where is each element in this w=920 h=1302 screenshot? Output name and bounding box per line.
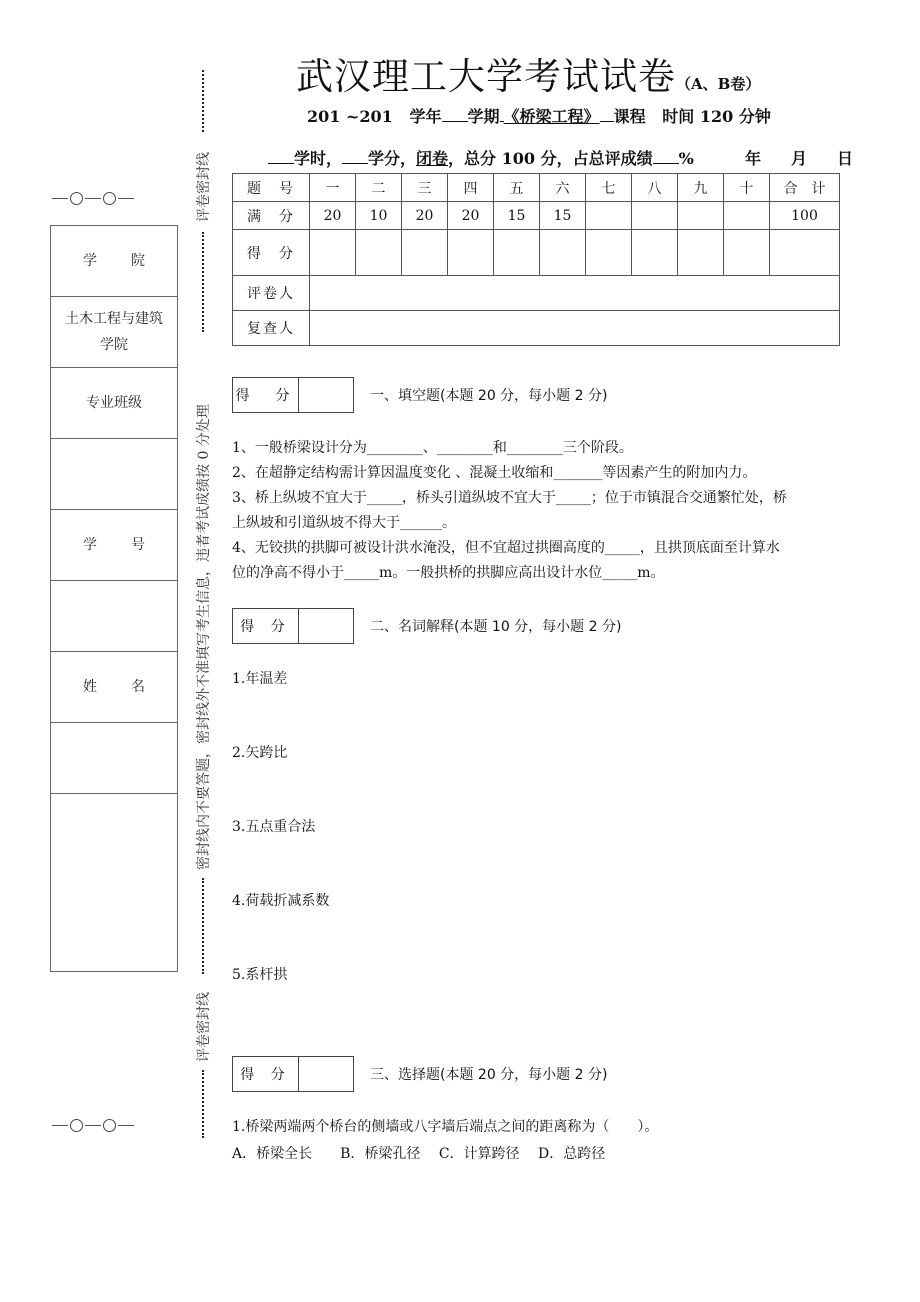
col-header: 十 xyxy=(724,174,770,202)
full-mark-cell xyxy=(678,202,724,230)
section1-score-box xyxy=(232,377,354,413)
score-cell[interactable] xyxy=(402,230,448,276)
fill-question-cont: 上纵坡和引道纵坡不得大于______。 xyxy=(232,515,456,531)
row-header: 题 号 xyxy=(233,174,310,202)
name-label-cell: 姓 名 xyxy=(51,652,177,723)
seal-dotted-line xyxy=(202,232,204,332)
row-header: 满 分 xyxy=(233,202,310,230)
seal-label-bottom: 评卷密封线 xyxy=(196,992,212,1062)
college-value-cell[interactable] xyxy=(51,297,177,368)
major-class-value-cell[interactable] xyxy=(51,439,177,510)
credits-label: 学分， xyxy=(368,149,417,168)
student-id-value-cell[interactable] xyxy=(51,581,177,652)
seal-notice: 密封线内不要答题，密封线外不准填写考生信息，违者考试成绩按 0 分处理 xyxy=(196,404,212,870)
date-day: 日 xyxy=(836,149,853,168)
time-label: 时间 120 分钟 xyxy=(662,107,771,126)
full-mark-cell: 15 xyxy=(540,202,586,230)
term-item: 5.系杆拱 xyxy=(232,967,288,983)
name-value-cell[interactable] xyxy=(51,723,177,794)
seal-label-top: 评卷密封线 xyxy=(196,152,212,222)
college-value: 土木工程与建筑学院 xyxy=(65,311,163,353)
closed-book: 闭卷 xyxy=(416,149,449,168)
col-header: 五 xyxy=(494,174,540,202)
fill-question: 2、在超静定结构需计算因温度变化 、混凝土收缩和_______等因素产生的附加内力。 xyxy=(232,465,757,481)
grader-cell[interactable] xyxy=(310,276,840,311)
date-month: 月 xyxy=(790,149,807,168)
term-item: 4.荷载折减系数 xyxy=(232,893,330,909)
seal-dotted-line xyxy=(202,1070,204,1138)
exam-meta-line xyxy=(268,146,853,169)
full-mark-cell xyxy=(724,202,770,230)
fill-question: 1、一般桥梁设计分为________、________和________三个阶段。 xyxy=(232,440,633,456)
col-header: 九 xyxy=(678,174,724,202)
date-year: 年 xyxy=(744,149,761,168)
course-info-line xyxy=(307,104,771,127)
section2-score-box xyxy=(232,608,354,644)
score-cell[interactable] xyxy=(724,230,770,276)
section2-heading: 二、名词解释(本题 10 分，每小题 2 分) xyxy=(370,619,622,635)
score-box-label: 得 分 xyxy=(233,1057,299,1091)
table-row-question-number xyxy=(233,174,840,202)
score-cell[interactable] xyxy=(632,230,678,276)
col-header: 八 xyxy=(632,174,678,202)
title-text: 武汉理工大学考试试卷 xyxy=(296,55,676,98)
fill-question: 4、无铰拱的拱脚可被设计洪水淹没，但不宜超过拱圈高度的_____，且拱顶底面至计算水 xyxy=(232,540,780,556)
full-mark-cell: 10 xyxy=(356,202,402,230)
choice-question: 1.桥梁两端两个桥台的侧墙或八字墙后端点之间的距离称为（ ）。 xyxy=(232,1119,659,1135)
course-label: 课程 xyxy=(613,107,646,126)
score-box-label: 得 分 xyxy=(233,609,299,643)
term-item: 2.矢跨比 xyxy=(232,745,288,761)
fill-question-cont: 位的净高不得小于_____m。一般拱桥的拱脚应高出设计水位_____m。 xyxy=(232,565,665,581)
total-label: ，总分 100 分，占总评成绩 xyxy=(448,149,653,168)
student-id-label-cell: 学 号 xyxy=(51,510,177,581)
table-row-full-marks xyxy=(233,202,840,230)
hours-label: 学时， xyxy=(294,149,343,168)
fill-question: 3、桥上纵坡不宜大于_____，桥头引道纵坡不宜大于_____；位于市镇混合交通繁忙处，桥 xyxy=(232,490,787,506)
seal-ornament-top xyxy=(52,192,134,205)
reviewer-cell[interactable] xyxy=(310,311,840,346)
full-mark-cell: 20 xyxy=(448,202,494,230)
score-total-cell[interactable] xyxy=(770,230,840,276)
col-header: 三 xyxy=(402,174,448,202)
col-header: 四 xyxy=(448,174,494,202)
row-header: 评卷人 xyxy=(233,276,310,311)
college-label-cell: 学 院 xyxy=(51,226,177,297)
table-row-score xyxy=(233,230,840,276)
term-label: 学期 xyxy=(467,107,500,126)
col-header: 一 xyxy=(310,174,356,202)
section1-heading: 一、填空题(本题 20 分，每小题 2 分) xyxy=(370,388,608,404)
score-cell[interactable] xyxy=(356,230,402,276)
seal-ornament-bottom xyxy=(52,1119,134,1132)
year-from: 201 xyxy=(307,107,341,126)
full-mark-cell xyxy=(632,202,678,230)
major-class-label: 专业班级 xyxy=(86,395,142,411)
score-box-value[interactable] xyxy=(299,1057,353,1091)
score-cell[interactable] xyxy=(494,230,540,276)
score-cell[interactable] xyxy=(586,230,632,276)
full-mark-cell xyxy=(586,202,632,230)
choice-options: A．桥梁全长 B．桥梁孔径 C．计算跨径 D．总跨径 xyxy=(232,1146,606,1162)
full-mark-cell: 20 xyxy=(310,202,356,230)
row-header: 得 分 xyxy=(233,230,310,276)
section3-score-box xyxy=(232,1056,354,1092)
exam-title xyxy=(296,46,760,100)
col-header: 六 xyxy=(540,174,586,202)
score-cell[interactable] xyxy=(310,230,356,276)
col-header: 七 xyxy=(586,174,632,202)
seal-dotted-line xyxy=(202,878,204,974)
col-header: 二 xyxy=(356,174,402,202)
score-box-label: 得 分 xyxy=(233,378,299,412)
table-row-reviewer xyxy=(233,311,840,346)
major-class-label-cell xyxy=(51,368,177,439)
credits-blank[interactable] xyxy=(342,149,368,164)
full-mark-total: 100 xyxy=(770,202,840,230)
full-mark-cell: 15 xyxy=(494,202,540,230)
score-cell[interactable] xyxy=(678,230,724,276)
course-name: 《桥梁工程》 xyxy=(503,107,600,126)
percent-blank[interactable] xyxy=(653,149,679,164)
score-cell[interactable] xyxy=(540,230,586,276)
student-info-box xyxy=(50,225,178,972)
total-header: 合 计 xyxy=(770,174,840,202)
year-to: ~201 xyxy=(345,107,393,126)
blank-cell xyxy=(51,794,177,971)
title-suffix: （A、B卷） xyxy=(676,75,761,93)
score-cell[interactable] xyxy=(448,230,494,276)
term-item: 3.五点重合法 xyxy=(232,819,316,835)
score-box-value[interactable] xyxy=(299,609,353,643)
row-header: 复查人 xyxy=(233,311,310,346)
full-mark-cell: 20 xyxy=(402,202,448,230)
percent-sign: % xyxy=(678,149,694,168)
year-label: 学年 xyxy=(409,107,442,126)
section3-heading: 三、选择题(本题 20 分，每小题 2 分) xyxy=(370,1067,608,1083)
table-row-grader xyxy=(233,276,840,311)
seal-dotted-line xyxy=(202,70,204,132)
score-box-value[interactable] xyxy=(299,378,353,412)
term-item: 1.年温差 xyxy=(232,671,288,687)
term-blank[interactable] xyxy=(442,107,468,122)
hours-blank[interactable] xyxy=(268,149,294,164)
score-table xyxy=(232,173,840,346)
